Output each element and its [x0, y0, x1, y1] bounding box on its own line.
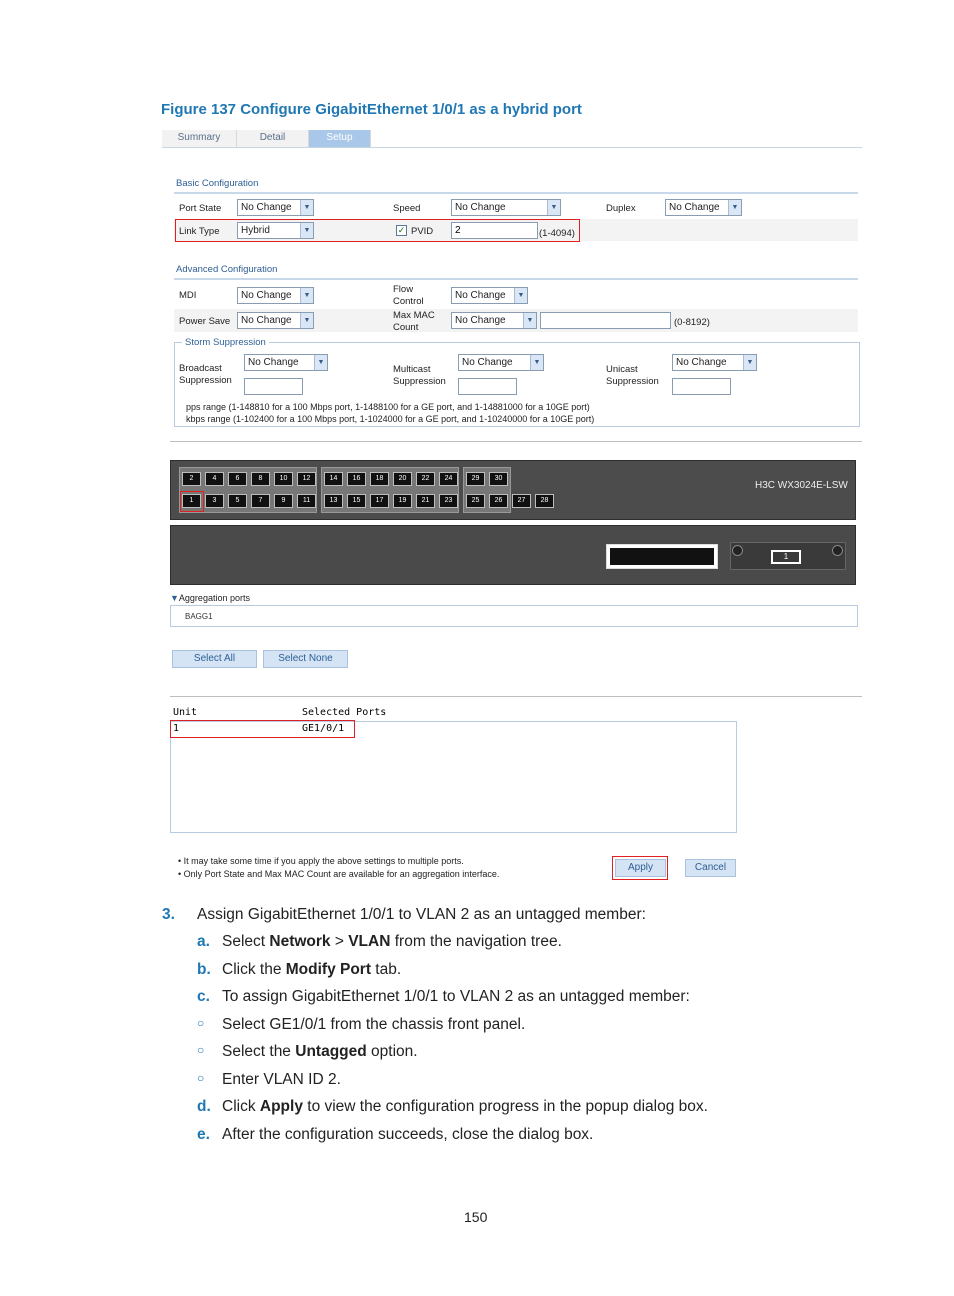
port-22[interactable]: 22	[416, 472, 435, 486]
port-9[interactable]: 9	[274, 494, 293, 508]
tab-setup[interactable]: Setup	[309, 130, 371, 147]
pvid-range: (1-4094)	[539, 228, 575, 239]
unicast-label-1: Unicast	[606, 364, 638, 375]
selected-port-highlight	[180, 491, 204, 512]
max-mac-label-2: Count	[393, 322, 419, 333]
step-e-number	[197, 1126, 210, 1144]
port-19[interactable]: 19	[393, 494, 412, 508]
module-slot	[730, 542, 846, 570]
multicast-input[interactable]	[458, 378, 517, 395]
step-number: e.	[197, 1126, 210, 1143]
expansion-slot	[606, 544, 718, 569]
selected-ports-value: GE1/0/1	[302, 723, 345, 734]
step-text: from the navigation tree.	[390, 933, 562, 950]
step-text: to view the configuration progress in the popup dialog box.	[302, 1098, 708, 1115]
port-4[interactable]: 4	[205, 472, 224, 486]
chevron-down-icon: ▼	[547, 200, 560, 215]
chevron-down-icon: ▼	[300, 288, 313, 303]
module-port[interactable]: 1	[771, 550, 801, 564]
notes-list	[178, 855, 499, 881]
port-1[interactable]: 1	[182, 494, 201, 508]
step-number: a.	[197, 933, 210, 950]
step-text: Select the	[222, 1043, 296, 1060]
multicast-label-1: Multicast	[393, 364, 431, 375]
link-type-label: Link Type	[179, 226, 220, 237]
selected-unit-value: 1	[173, 723, 180, 734]
speed-value: No Change	[455, 202, 506, 213]
step-a-number	[197, 933, 210, 951]
max-mac-range: (0-8192)	[674, 317, 710, 328]
advanced-config-divider	[174, 278, 858, 280]
menu-network: Network	[269, 933, 331, 950]
col-unit-header: Unit	[173, 707, 198, 718]
step-c2-text	[222, 1043, 418, 1061]
aggregation-port-bagg1[interactable]: BAGG1	[185, 612, 213, 621]
step-b-number	[197, 961, 211, 979]
flow-control-value: No Change	[455, 290, 506, 301]
unicast-value: No Change	[676, 357, 727, 368]
port-14[interactable]: 14	[324, 472, 343, 486]
expansion-slot-cover	[610, 548, 714, 565]
tab-detail[interactable]: Detail	[237, 130, 309, 147]
device-model: H3C WX3024E-LSW	[755, 480, 848, 491]
aggregation-ports-header[interactable]	[170, 593, 250, 603]
note-text: Only Port State and Max MAC Count are available for an aggregation interface.	[183, 869, 500, 879]
unicast-select[interactable]	[672, 354, 757, 371]
mdi-select[interactable]	[237, 287, 314, 304]
step-b-text	[222, 961, 401, 979]
port-17[interactable]: 17	[370, 494, 389, 508]
circle-bullet-icon: ○	[197, 1043, 205, 1057]
note-item: • It may take some time if you apply the above settings to multiple ports.	[178, 856, 464, 866]
selected-row-highlight	[170, 720, 355, 738]
screw-icon	[732, 545, 743, 556]
broadcast-select[interactable]	[244, 354, 328, 371]
tab-modify-port: Modify Port	[285, 961, 371, 978]
figure-title: Figure 137 Configure GigabitEthernet 1/0/1 as a hybrid port	[161, 101, 582, 118]
port-8[interactable]: 8	[251, 472, 270, 486]
step-3	[162, 906, 175, 924]
circle-bullet-icon: ○	[197, 1016, 205, 1030]
step-a-text	[222, 933, 562, 951]
aggregation-ports-box	[170, 605, 858, 627]
port-state-select[interactable]	[237, 199, 314, 216]
port-25[interactable]: 25	[466, 494, 485, 508]
option-untagged: Untagged	[295, 1043, 367, 1060]
duplex-label: Duplex	[606, 203, 636, 214]
port-7[interactable]: 7	[251, 494, 270, 508]
apply-button[interactable]: Apply	[615, 859, 666, 877]
page-number: 150	[464, 1209, 488, 1225]
step-d-text	[222, 1098, 708, 1116]
port-5[interactable]: 5	[228, 494, 247, 508]
col-ports-header: Selected Ports	[302, 707, 387, 718]
basic-config-divider	[174, 192, 858, 194]
chevron-down-icon: ▼	[300, 200, 313, 215]
flow-control-label-2: Control	[393, 296, 424, 307]
kbps-range-note: kbps range (1-102400 for a 100 Mbps port, 1-1024000 for a GE port, and 1-10240000 for a 10GE port)	[186, 414, 595, 424]
duplex-select[interactable]	[665, 199, 742, 216]
step-text: tab.	[371, 961, 402, 978]
chevron-down-icon: ▼	[300, 313, 313, 328]
basic-config-title: Basic Configuration	[176, 178, 259, 189]
step-c1-text: Select GE1/0/1 from the chassis front panel.	[222, 1016, 526, 1033]
note-item: • Only Port State and Max MAC Count are available for an aggregation interface.	[178, 869, 500, 879]
tab-bar	[162, 130, 862, 148]
port-10[interactable]: 10	[274, 472, 293, 486]
max-mac-input[interactable]	[540, 312, 671, 329]
step-d-number	[197, 1098, 211, 1116]
mdi-value: No Change	[241, 290, 292, 301]
port-state-label: Port State	[179, 203, 222, 214]
port-27[interactable]: 27	[512, 494, 531, 508]
port-state-value: No Change	[241, 202, 292, 213]
pps-range-note: pps range (1-148810 for a 100 Mbps port, 1-1488100 for a GE port, and 1-14881000 for a 10GE port)	[186, 402, 590, 412]
storm-suppression-title: Storm Suppression	[182, 337, 269, 348]
port-20[interactable]: 20	[393, 472, 412, 486]
port-13[interactable]: 13	[324, 494, 343, 508]
max-mac-value: No Change	[455, 315, 506, 326]
menu-vlan: VLAN	[348, 933, 391, 950]
power-save-value: No Change	[241, 315, 292, 326]
step-c-number	[197, 988, 210, 1006]
broadcast-label-1: Broadcast	[179, 363, 222, 374]
max-mac-label-1: Max MAC	[393, 310, 435, 321]
port-18[interactable]: 18	[370, 472, 389, 486]
advanced-config-title: Advanced Configuration	[176, 264, 278, 275]
port-15[interactable]: 15	[347, 494, 366, 508]
pvid-checkbox[interactable]: ✓	[397, 225, 406, 235]
pvid-label: PVID	[411, 226, 434, 237]
step-number: c.	[197, 988, 210, 1005]
port-3[interactable]: 3	[205, 494, 224, 508]
link-type-value: Hybrid	[241, 225, 270, 236]
port-6[interactable]: 6	[228, 472, 247, 486]
divider	[170, 441, 862, 442]
flow-control-label-1: Flow	[393, 284, 414, 295]
step-text: >	[330, 933, 349, 950]
chevron-down-icon: ▼	[514, 288, 527, 303]
aggregation-ports-label: Aggregation ports	[178, 593, 250, 603]
chevron-down-icon: ▼	[300, 223, 313, 238]
pvid-input[interactable]: 2	[451, 222, 538, 239]
step-text: option.	[366, 1043, 418, 1060]
broadcast-input[interactable]	[244, 378, 303, 395]
cancel-button[interactable]: Cancel	[685, 859, 736, 877]
multicast-select[interactable]	[458, 354, 544, 371]
step-text: Click the	[222, 961, 286, 978]
screw-icon	[832, 545, 843, 556]
broadcast-label-2: Suppression	[179, 375, 232, 386]
port-16[interactable]: 16	[347, 472, 366, 486]
port-28[interactable]: 28	[535, 494, 554, 508]
broadcast-value: No Change	[248, 357, 299, 368]
button-apply-ref: Apply	[259, 1098, 303, 1115]
chevron-down-icon: ▼	[728, 200, 741, 215]
step-number: 3.	[162, 906, 175, 923]
port-21[interactable]: 21	[416, 494, 435, 508]
port-26[interactable]: 26	[489, 494, 508, 508]
note-text: It may take some time if you apply the above settings to multiple ports.	[183, 856, 464, 866]
unicast-label-2: Suppression	[606, 376, 659, 387]
apply-highlight	[612, 856, 668, 880]
chassis-rear-panel	[170, 525, 856, 585]
select-none-button[interactable]: Select None	[263, 650, 348, 668]
mdi-label: MDI	[179, 290, 197, 301]
unicast-input[interactable]	[672, 378, 731, 395]
step-e-text: After the configuration succeeds, close the dialog box.	[222, 1126, 594, 1143]
chevron-down-icon: ▼	[530, 355, 543, 370]
divider	[170, 696, 862, 697]
highlight-box	[175, 219, 580, 242]
chassis-front-panel	[170, 460, 856, 520]
port-30[interactable]: 30	[489, 472, 508, 486]
port-29[interactable]: 29	[466, 472, 485, 486]
step-c3-text: Enter VLAN ID 2.	[222, 1071, 341, 1088]
select-all-button[interactable]: Select All	[172, 650, 257, 668]
step-text: Select	[222, 933, 270, 950]
step-text: Click	[222, 1098, 260, 1115]
speed-select[interactable]	[451, 199, 561, 216]
power-save-label: Power Save	[179, 316, 231, 327]
port-11[interactable]: 11	[297, 494, 316, 508]
duplex-value: No Change	[669, 202, 720, 213]
port-24[interactable]: 24	[439, 472, 458, 486]
tab-summary[interactable]: Summary	[162, 130, 237, 147]
speed-label: Speed	[393, 203, 421, 214]
port-2[interactable]: 2	[182, 472, 201, 486]
port-12[interactable]: 12	[297, 472, 316, 486]
triangle-down-icon: ▼	[170, 593, 179, 603]
flow-control-select[interactable]	[451, 287, 528, 304]
step-number: d.	[197, 1098, 211, 1115]
step-3-text: Assign GigabitEthernet 1/0/1 to VLAN 2 as an untagged member:	[197, 906, 646, 923]
step-number: b.	[197, 961, 211, 978]
multicast-label-2: Suppression	[393, 376, 446, 387]
circle-bullet-icon: ○	[197, 1071, 205, 1085]
chevron-down-icon: ▼	[314, 355, 327, 370]
step-c-text: To assign GigabitEthernet 1/0/1 to VLAN 2 as an untagged member:	[222, 988, 690, 1005]
chevron-down-icon: ▼	[523, 313, 536, 328]
power-save-select[interactable]	[237, 312, 314, 329]
max-mac-select[interactable]	[451, 312, 537, 329]
port-23[interactable]: 23	[439, 494, 458, 508]
chevron-down-icon: ▼	[743, 355, 756, 370]
multicast-value: No Change	[462, 357, 513, 368]
